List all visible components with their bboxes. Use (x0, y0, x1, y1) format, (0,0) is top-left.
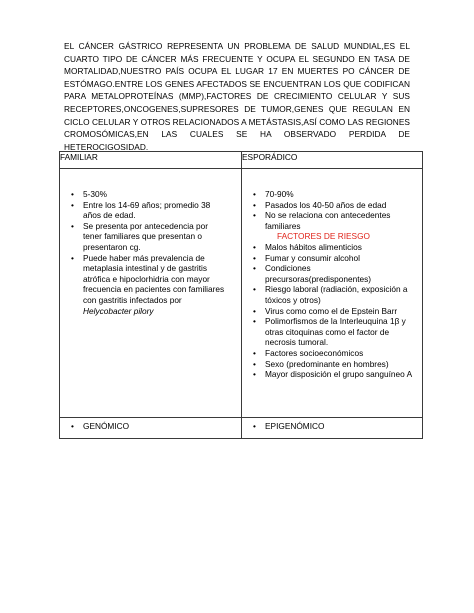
list-item (60, 253, 225, 317)
list-item: • Condiciones precursoras(predisponentes) (242, 263, 414, 284)
comparison-table (59, 151, 423, 439)
list-item: • Factores socioeconómicos (242, 348, 414, 359)
list-item: • Polimorfismos de la Interleuquina 1β y otras citoquinas como el factor de necrosis tumoral. (242, 316, 414, 348)
familiar-cell (60, 169, 242, 418)
species-name: Helycobacter pilory (83, 305, 154, 316)
esporadico-list (242, 169, 414, 380)
epigenomico-cell (242, 418, 423, 439)
list-item: • EPIGENÓMICO (242, 421, 414, 432)
esporadico-cell (242, 169, 423, 418)
list-item: • Se presenta por antecedencia por tener familiares que presentan o presentaron cg. (60, 221, 225, 253)
familiar-list (60, 169, 225, 316)
epigenomico-list (242, 418, 414, 432)
genomico-list (60, 418, 225, 432)
list-item: • Virus como como el de Epstein Barr (242, 306, 414, 317)
body-row (60, 169, 423, 418)
risk-factors-heading (242, 231, 414, 242)
list-item: • No se relaciona con antecedentes familiares (242, 210, 414, 231)
header-familiar: FAMILIAR (60, 152, 242, 169)
header-esporadico: ESPORÁDICO (242, 152, 423, 169)
list-item: • 70-90% (242, 189, 414, 200)
list-item: • Pasados los 40-50 años de edad (242, 200, 414, 211)
intro-paragraph: EL CÁNCER GÁSTRICO REPRESENTA UN PROBLEMA DE SALUD MUNDIAL,ES EL CUARTO TIPO DE CÁNCER MÁS FRECUENTE Y OCUPA EL SEGUNDO EN TASA DE MORTALIDAD,NUESTRO PAÍS OCUPA EL LUGAR 17 EN MUERTES PO CÁNCER DE ESTÓMAGO.ENTRE LOS GENES AFECTADOS SE ENCUENTRAN LOS QUE CODIFICAN PARA METALOPROTEÍNAS (MMP),FACTORES DE CRECIMIENTO CELULAR Y SUS RECEPTORES,ONCOGENES,SUPRESORES DE TUMOR,GENES QUE REGULAN EN CICLO CELULAR Y OTROS RELACIONADOS A METÁSTASIS,ASÍ COMO LAS REGIONES CROMOSÓMICAS,EN LAS CUALES SE HA OBSERVADO PERDIDA DE HETEROCIGOSIDAD. (64, 41, 411, 152)
genomico-cell (60, 418, 242, 439)
list-item: • Fumar y consumir alcohol (242, 253, 414, 264)
list-item: • Malos hábitos alimenticios (242, 242, 414, 253)
header-row (60, 152, 423, 169)
list-item: • Entre los 14-69 años; promedio 38 años de edad. (60, 200, 225, 221)
risk-heading-text: FACTORES DE RIESGO (277, 231, 370, 242)
list-item: • 5-30% (60, 189, 225, 200)
list-item: • Mayor disposición el grupo sanguíneo A (242, 369, 414, 380)
list-item: • Riesgo laboral (radiación, exposición a tóxicos y otros) (242, 284, 414, 305)
list-item: • Sexo (predominante en hombres) (242, 359, 414, 370)
list-item: • GENÓMICO (60, 421, 225, 432)
list-item-text: Puede haber más prevalencia de metaplasia intestinal y de gastritis atrófica e hipoclorhidria con mayor frecuencia en pacientes con familiares con gastritis infectados por (83, 252, 225, 305)
footer-row (60, 418, 423, 439)
